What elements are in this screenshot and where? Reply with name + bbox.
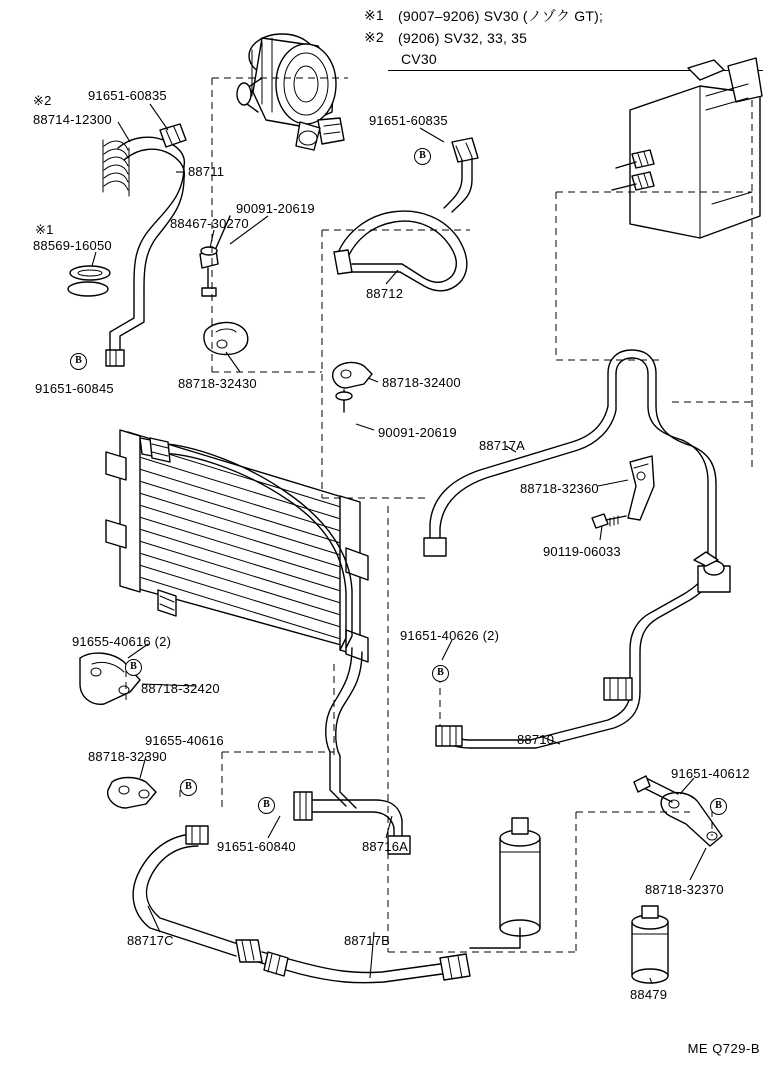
bracket-88718-32360 (628, 456, 654, 520)
part-88718-32400: 88718-32400 (382, 375, 461, 390)
part-88569-16050: 88569-16050 (33, 238, 112, 253)
part-88718-32430: 88718-32430 (178, 376, 257, 391)
bracket-88718-32400 (333, 363, 372, 412)
compressor-assembly (237, 34, 344, 150)
bracket-88718-32370 (634, 776, 722, 846)
part-88718-32370: 88718-32370 (645, 882, 724, 897)
bolt-88467-30270 (200, 247, 218, 296)
diagram-code: ME Q729-B (687, 1041, 760, 1056)
part-91651-40626-2: 91651-40626 (2) (400, 628, 500, 643)
bracket-88718-32430 (204, 323, 248, 355)
part-91651-60845: 91651-60845 (35, 381, 114, 396)
bolt-marker-b-5: B (432, 665, 449, 682)
part-88718-32360: 88718-32360 (520, 481, 599, 496)
part-88718-32420: 88718-32420 (141, 681, 220, 696)
bolt-marker-b-6: B (258, 797, 275, 814)
mark-note2: ※2 (33, 93, 52, 108)
drier-88479 (632, 906, 668, 983)
note-3-text: CV30 (401, 51, 437, 67)
part-91655-40616-2: 91655-40616 (2) (72, 634, 172, 649)
part-88712: 88712 (366, 286, 404, 301)
part-88467-30270: 88467-30270 (170, 216, 249, 231)
hose-protector-88714 (103, 140, 129, 196)
cooling-unit-top-right (612, 58, 762, 238)
part-91655-40616: 91655-40616 (145, 733, 224, 748)
note-2-mark: ※2 (364, 29, 384, 45)
part-88717a: 88717A (479, 438, 526, 453)
bolt-90119-06033 (592, 514, 626, 528)
part-91651-60840: 91651-60840 (217, 839, 296, 854)
part-88716a: 88716A (362, 839, 409, 854)
part-88711: 88711 (188, 164, 225, 179)
hose-88717c-88717b (133, 826, 470, 983)
part-90091-20619-mid: 90091-20619 (378, 425, 457, 440)
part-88717b: 88717B (344, 933, 391, 948)
bolt-marker-b-3: B (125, 659, 142, 676)
part-90119-06033: 90119-06033 (543, 544, 621, 559)
oring-88569 (68, 266, 110, 296)
part-91651-60835-right: 91651-60835 (369, 113, 448, 128)
pipe-88717a (424, 350, 692, 556)
bolt-marker-b-1: B (70, 353, 87, 370)
bolt-marker-b-2: B (414, 148, 431, 165)
part-88710: 88710 (517, 732, 555, 747)
receiver-drier-center (470, 818, 540, 948)
hose-88712 (334, 138, 478, 291)
bolt-marker-b-7: B (710, 798, 727, 815)
note-2-text: (9206) SV32, 33, 35 (398, 30, 528, 46)
bolt-marker-b-4: B (180, 779, 197, 796)
part-91651-40612: 91651-40612 (671, 766, 750, 781)
bracket-88718-32390 (108, 778, 156, 809)
mark-note1: ※1 (35, 222, 54, 237)
part-88718-32390: 88718-32390 (88, 749, 167, 764)
part-91651-60835-left: 91651-60835 (88, 88, 167, 103)
part-88479: 88479 (630, 987, 668, 1002)
part-88717c: 88717C (127, 933, 174, 948)
part-90091-20619-top: 90091-20619 (236, 201, 315, 216)
part-88714-12300: 88714-12300 (33, 112, 112, 127)
note-1-text: (9007–9206) SV30 (ノゾク GT); (398, 8, 604, 24)
note-1-mark: ※1 (364, 7, 384, 23)
